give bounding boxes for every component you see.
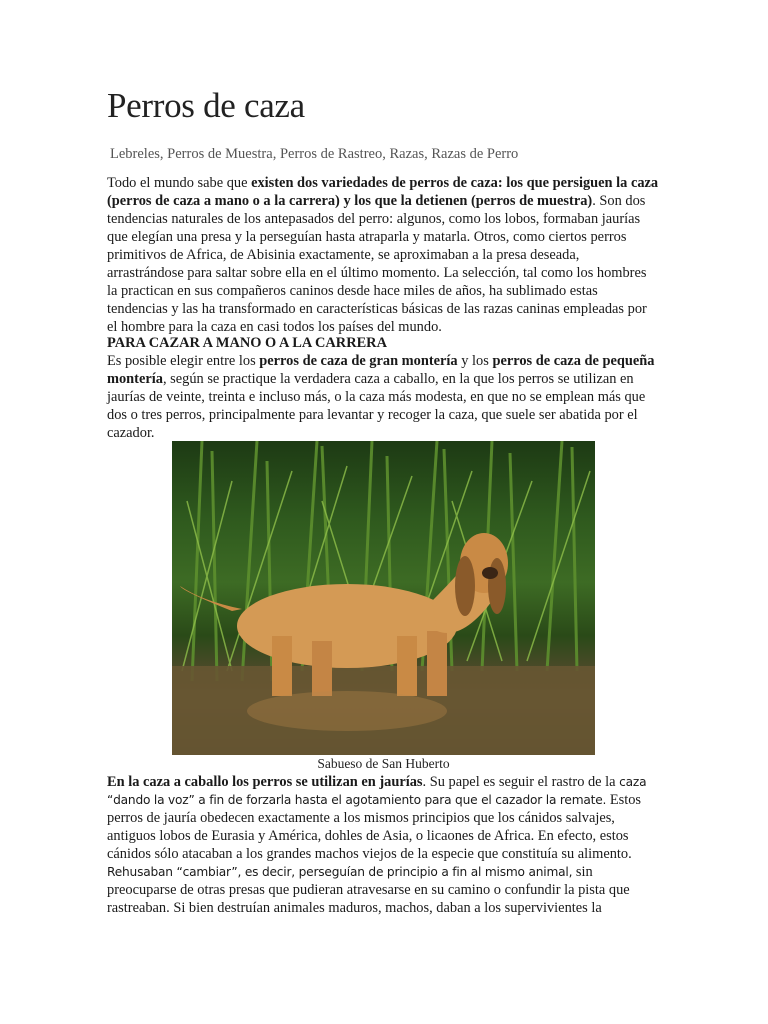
photo-caption: Sabueso de San Huberto — [317, 756, 450, 771]
bold-text: existen dos variedades de perros de caza: los que persiguen la caza (perros de caza a mano o a la carrera) y los que la detienen (perros de muestra) — [107, 175, 659, 209]
tag-link[interactable]: Lebreles — [110, 146, 160, 162]
tag-link[interactable]: Razas de Perro — [431, 146, 519, 162]
section-heading: PARA CAZAR A MANO O A LA CARRERA — [107, 335, 387, 351]
tag-link[interactable]: Perros de Muestra — [167, 146, 273, 162]
bold-text: perros de caza de pequeña montería — [107, 353, 655, 387]
tag-link[interactable]: Perros de Rastreo — [279, 146, 383, 162]
section-paragraph: Es posible elegir entre los perros de caza de gran montería y los perros de caza de pequeña montería, según se practique la verdadera caza a caballo, en la que los perros se utilizan en jaurías de veinte, treinta e incluso más, o la caza más modesta, en que no se emplean más que dos o tres perros, principalmente para levantar y recoger la caza, que suele ser abatida por el cazador. — [107, 353, 655, 441]
intro-paragraph: Todo el mundo sabe que existen dos variedades de perros de caza: los que persiguen la caza (perros de caza a mano o a la carrera) y los que la detienen (perros de muestra). Son dos tendencias naturales de los antepasados del perro: algunos, como los lobos, formaban jaurías que elegían una presa y la perseguían hasta atraparla y matarla. Otros, como ciertos perros primitivos de Africa, de Abisinia exactamente, se aproximaban a la presa deseada, arrastrándose para saltar sobre ella en el último momento. La selección, tal como los hombres la practican en sus compañeros caninos desde hace miles de años, ha sublimado estas tendencias y las ha transformado en características básicas de las razas caninas empleadas por el hombre para la caza en casi todos los países del mundo. — [107, 175, 659, 335]
page-title: Perros de caza — [107, 86, 305, 125]
bold-text: En la caza a caballo los perros se utilizan en jaurías — [107, 774, 423, 790]
bloodhound-photo — [172, 441, 595, 755]
tag-link[interactable]: Razas — [389, 146, 425, 162]
bold-text: perros de caza de gran montería — [259, 353, 458, 369]
bloodhound-illustration — [172, 441, 595, 755]
section-paragraph: En la caza a caballo los perros se utilizan en jaurías. Su papel es seguir el rastro de la caza “dando la voz” a fin de forzarla hasta el agotamiento para que el cazador la remate. Estos perros de jauría obedecen exactamente a los mismos principios que los cánidos salvajes, antiguos lobos de Eurasia y América, dohles de Asia, o licaones de Africa. En efecto, estos cánidos sólo atacaban a los grandes machos viejos de la especie que constituía su alimento. Rehusaban “cambiar”, es decir, perseguían de principio a fin al mismo animal, sin preocuparse de otras presas que pudieran atravesarse en su camino o confundir la pista que rastreaban. Si bien destruían animales maduros, machos, daban a los supervivientes la — [107, 774, 647, 916]
tag-list: Lebreles, Perros de Muestra, Perros de Rastreo, Razas, Razas de Perro — [110, 146, 519, 162]
